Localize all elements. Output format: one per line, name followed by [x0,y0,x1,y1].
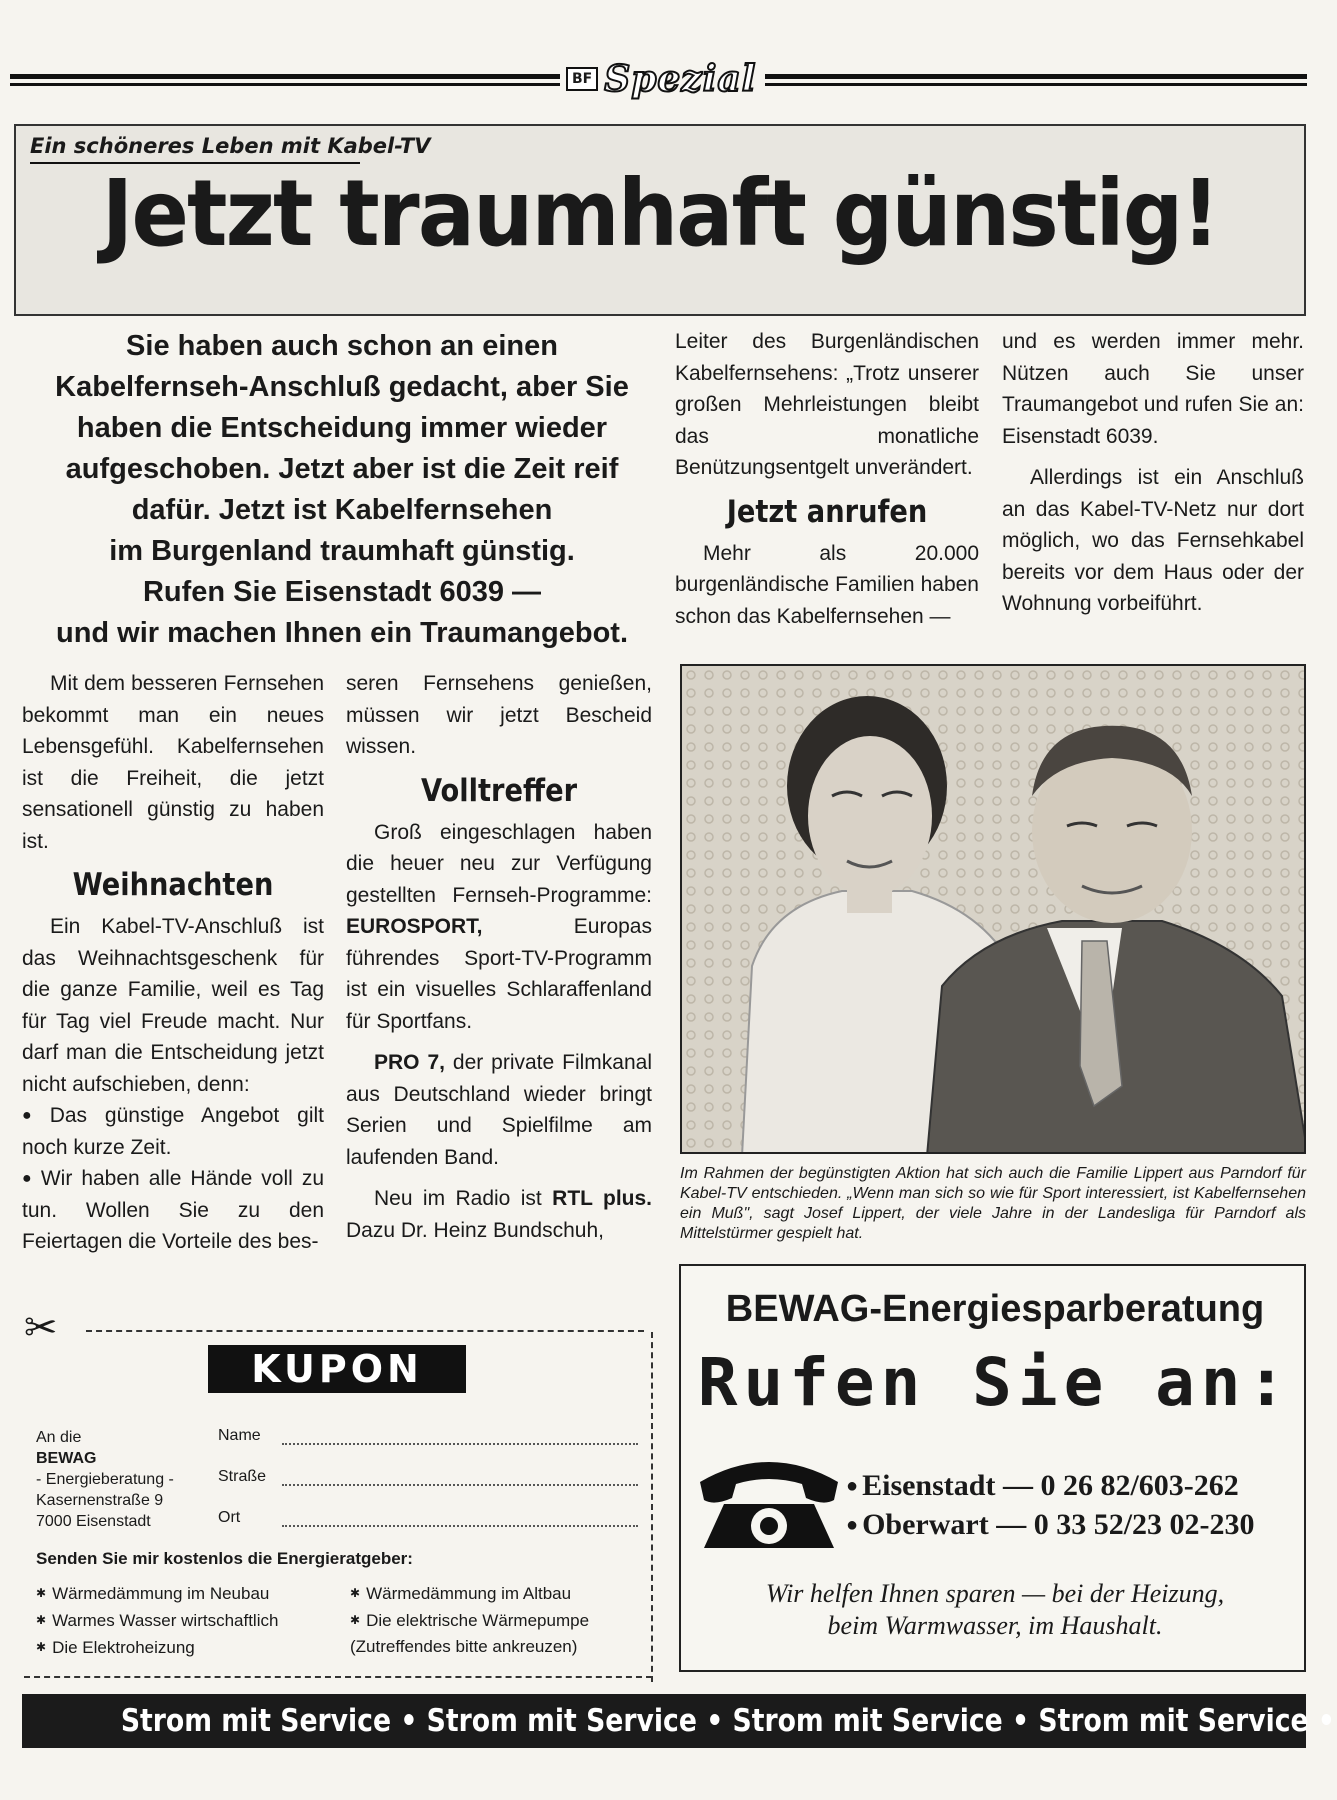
subheading-weihnachten: Weihnachten [72,867,274,903]
lead-line: aufgeschoben. Jetzt aber ist die Zeit reif [65,453,619,485]
paragraph: Leiter des Burgenländischen Kabelfernsehens: „Trotz unserer großen Mehrleistungen bleibt das monatliche Benützungsentgelt unverändert. [675,330,979,479]
option-hint: (Zutreffendes bitte ankreuzen) [350,1637,578,1656]
phone-oberwart [846,1508,1255,1542]
address-line: 7000 Eisenstadt [36,1513,151,1530]
bullet-item: ● Das günstige Angebot gilt noch kurze Zeit. [22,1100,324,1163]
cut-line-bottom [24,1676,652,1678]
cut-line-top [86,1330,644,1332]
option-checkbox[interactable]: ✱ Die Elektroheizung [36,1634,278,1661]
kicker: Ein schöneres Leben mit Kabel-TV [30,134,431,158]
name-input-line[interactable] [282,1427,638,1445]
rtl-label: RTL plus. [552,1187,653,1210]
paragraph-rtl [346,1183,652,1246]
options-left [36,1580,278,1661]
section-logo [566,60,756,98]
paragraph-pro7 [346,1047,652,1173]
lead-line: dafür. Jetzt ist Kabelfernsehen [131,494,553,526]
footer-text: Strom mit Service • Strom mit Service • Strom mit Service • Strom mit Service • [120,1703,1335,1739]
subheading-jetzt-anrufen: Jetzt anrufen [726,493,928,530]
city-name: ● Oberwart [846,1508,989,1541]
city-input-line[interactable] [282,1509,638,1527]
bullet-item: ● Wir haben alle Hände voll zu tun. Wollen Sie zu den Feiertagen die Vorteile des bes- [22,1163,324,1258]
paragraph: seren Fernsehens genießen, müssen wir jetzt Bescheid wissen. [346,672,652,758]
eurosport-label: EUROSPORT, [346,915,483,938]
street-label: Straße [218,1468,267,1485]
address-line: Kasernenstraße 9 [36,1492,164,1509]
text: Europas führendes Sport-TV-Programm ist ein visuelles Schlaraffenland für Sportfans. [346,915,652,1033]
bf-logo: BF [566,67,598,91]
scissors-icon: ✂ [24,1305,58,1351]
cut-line-right [651,1332,653,1682]
coupon-address [36,1427,174,1532]
option-checkbox[interactable]: ✱ Warmes Wasser wirtschaftlich [36,1607,278,1634]
pro7-label: PRO 7, [374,1051,445,1074]
headline: Jetzt traumhaft günstig! [101,160,1219,267]
phone-eisenstadt [846,1469,1239,1503]
phone-number: — 0 33 52/23 02-230 [996,1508,1255,1541]
coupon-title: KUPON [208,1345,466,1393]
article-column-2 [346,668,652,1246]
slogan-line: beim Warmwasser, im Haushalt. [827,1611,1163,1640]
option-checkbox[interactable]: ✱ Wärmedämmung im Neubau [36,1580,278,1607]
city-label: Ort [218,1509,241,1526]
street-input-line[interactable] [282,1468,638,1486]
footer-banner [22,1694,1335,1748]
name-field[interactable] [218,1427,638,1445]
city-field[interactable] [218,1509,638,1527]
article-column-3 [675,326,979,632]
option-checkbox[interactable]: ✱ Die elektrische Wärmepumpe [350,1607,589,1634]
paragraph: und es werden immer mehr. Nützen auch Sie unser Traumangebot und rufen Sie an: Eisenstadt 6039. [1002,330,1304,448]
article-column-4 [1002,326,1304,620]
lead-line: Rufen Sie Eisenstadt 6039 — [142,576,542,608]
spezial-logo: Spezial [604,58,757,100]
lead-line: Sie haben auch schon an einen [126,330,558,362]
address-line: An die [36,1429,82,1446]
options-right [350,1580,589,1660]
text: Neu im Radio ist [374,1187,553,1210]
article-column-1 [22,668,324,1258]
text: Groß eingeschlagen haben die heuer neu zur Verfügung gestellten Fernseh-Programme: [346,820,652,907]
street-field[interactable] [218,1468,638,1486]
subheading-volltreffer: Volltreffer [420,772,578,809]
photo-caption: Im Rahmen der begünstigten Aktion hat sich auch die Familie Lippert aus Parndorf für Kabel-TV entschieden. „Wenn man sich so wie für Sport interessiert, ist Kabelfernsehen ein Muß", sagt Josef Lippert, der viele Jahre in der Landesliga für Parndorf als Mittelstürmer gespielt hat. [680,1165,1306,1242]
lead-line: und wir machen Ihnen ein Traumangebot. [55,617,628,649]
address-line: BEWAG [36,1450,97,1467]
option-checkbox[interactable]: ✱ Wärmedämmung im Altbau [350,1580,589,1607]
header-rule-right [765,74,1307,86]
address-line: - Energieberatung - [36,1471,174,1488]
header-rule-left [10,74,560,86]
lead-line: haben die Entscheidung immer wieder [76,412,608,444]
paragraph: Ein Kabel-TV-Anschluß ist das Weihnachtsgeschenk für die ganze Familie, weil es Tag für Tag viel Freude macht. Nur darf man die Entscheidung jetzt nicht aufschieben, denn: [22,915,324,1096]
paragraph: Allerdings ist ein Anschluß an das Kabel-TV-Netz nur dort möglich, wo das Fernsehkabel bereits vor dem Haus oder der Wohnung vorbeiführt. [1002,466,1304,615]
lead-line: im Burgenland traumhaft günstig. [109,535,575,567]
paragraph-eurosport [346,817,652,1038]
send-label: Senden Sie mir kostenlos die Energieratgeber: [36,1549,413,1568]
photo-illustration [682,666,1306,1154]
lead-line: Kabelfernseh-Anschluß gedacht, aber Sie [55,371,629,403]
paragraph: Mit dem besseren Fernsehen bekommt man ein neues Lebensgefühl. Kabelfernsehen ist die Freiheit, die jetzt sensationell günstig zu haben ist. [22,672,324,853]
bewag-title: BEWAG-Energiesparberatung [725,1288,1265,1330]
telephone-icon [694,1448,844,1552]
call-heading: Rufen Sie an: [697,1344,1293,1421]
phone-number: — 0 26 82/603-262 [1002,1469,1239,1502]
lead-paragraph [22,326,662,654]
text: Dazu Dr. Heinz Bundschuh, [346,1218,604,1242]
text: der private Filmkanal aus Deutschland wieder bringt Serien und Spielfilme am laufenden Band. [346,1051,652,1169]
name-label: Name [218,1427,261,1444]
family-photo [680,664,1306,1154]
paragraph: Mehr als 20.000 burgenländische Familien haben schon das Kabelfernsehen — [675,541,979,628]
city-name: ● Eisenstadt [846,1469,995,1502]
slogan-line: Wir helfen Ihnen sparen — bei der Heizung, [765,1579,1225,1608]
bewag-slogan [690,1578,1300,1642]
